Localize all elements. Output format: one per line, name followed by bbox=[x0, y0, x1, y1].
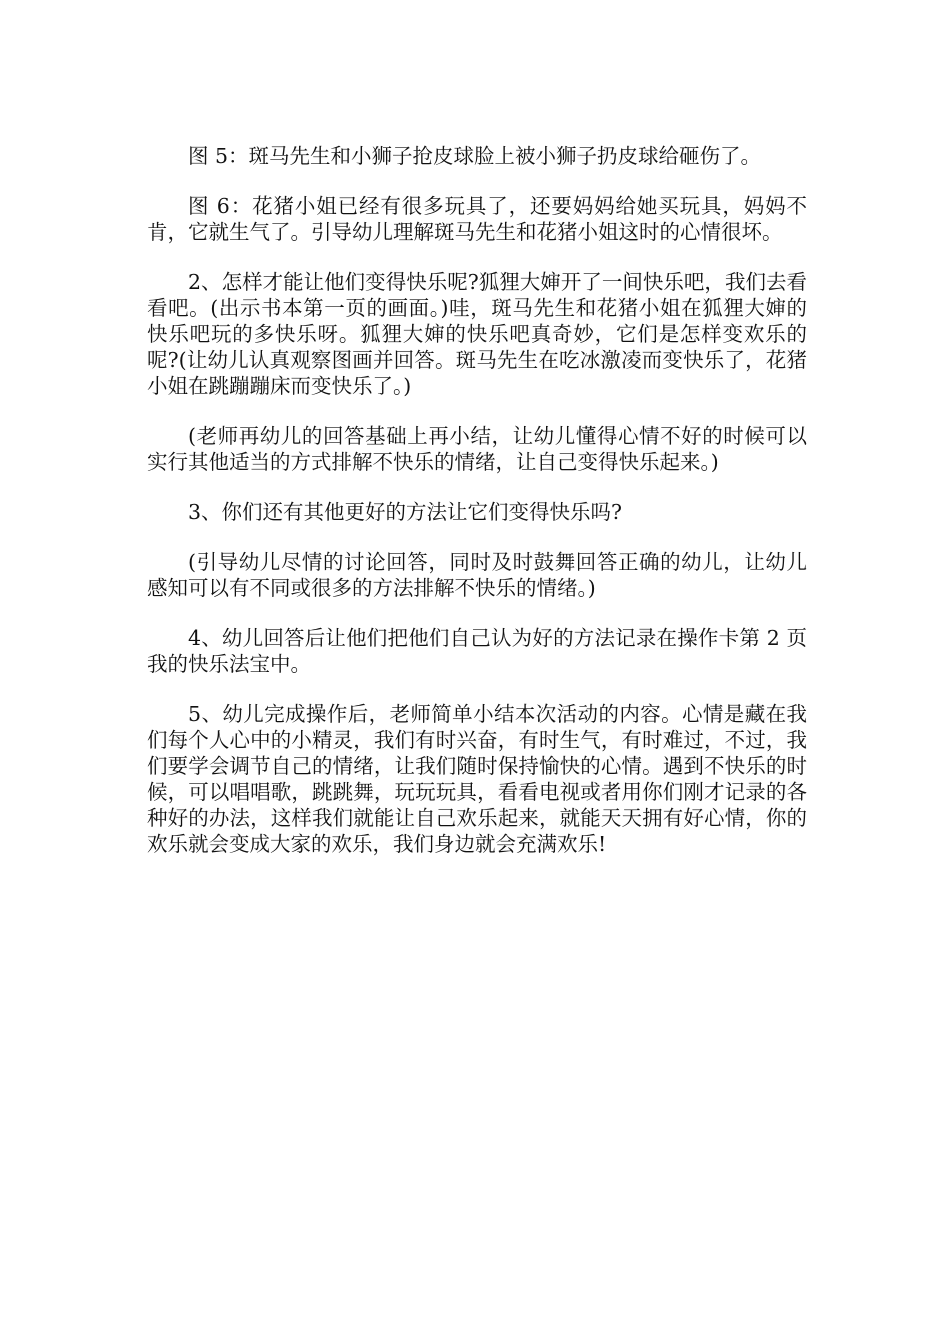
paragraph-discussion-guide: (引导幼儿尽情的讨论回答，同时及时鼓舞回答正确的幼儿，让幼儿感知可以有不同或很多的方法排解不快乐的情绪。) bbox=[147, 550, 807, 600]
paragraph-teacher-summary: (老师再幼儿的回答基础上再小结，让幼儿懂得心情不好的时候可以实行其他适当的方式排解不快乐的情绪，让自己变得快乐起来。) bbox=[147, 424, 807, 474]
paragraph-step-4: 4、幼儿回答后让他们把他们自己认为好的方法记录在操作卡第 2 页我的快乐法宝中。 bbox=[147, 626, 807, 676]
paragraph-figure-6: 图 6：花猪小姐已经有很多玩具了，还要妈妈给她买玩具，妈妈不肯，它就生气了。引导幼儿理解斑马先生和花猪小姐这时的心情很坏。 bbox=[147, 194, 807, 244]
paragraph-figure-5: 图 5：斑马先生和小狮子抢皮球脸上被小狮子扔皮球给砸伤了。 bbox=[188, 144, 762, 168]
paragraph-step-2: 2、怎样才能让他们变得快乐呢?狐狸大婶开了一间快乐吧，我们去看看吧。(出示书本第一页的画面。)哇，斑马先生和花猪小姐在狐狸大婶的快乐吧玩的多快乐呀。狐狸大婶的快乐吧真奇妙，它们是怎样变欢乐的呢?(让幼儿认真观察图画并回答。斑马先生在吃冰激凌而变快乐了，花猪小姐在跳蹦蹦床而变快乐了。) bbox=[147, 270, 807, 398]
paragraph-step-5: 5、幼儿完成操作后，老师简单小结本次活动的内容。心情是藏在我们每个人心中的小精灵，我们有时兴奋，有时生气，有时难过，不过，我们要学会调节自己的情绪，让我们随时保持愉快的心情。遇到不快乐的时候，可以唱唱歌，跳跳舞，玩玩玩具，看看电视或者用你们刚才记录的各种好的办法，这样我们就能让自己欢乐起来，就能天天拥有好心情，你的欢乐就会变成大家的欢乐，我们身边就会充满欢乐! bbox=[147, 702, 807, 856]
paragraph-step-3: 3、你们还有其他更好的方法让它们变得快乐吗? bbox=[188, 500, 623, 524]
document-body bbox=[147, 143, 807, 881]
